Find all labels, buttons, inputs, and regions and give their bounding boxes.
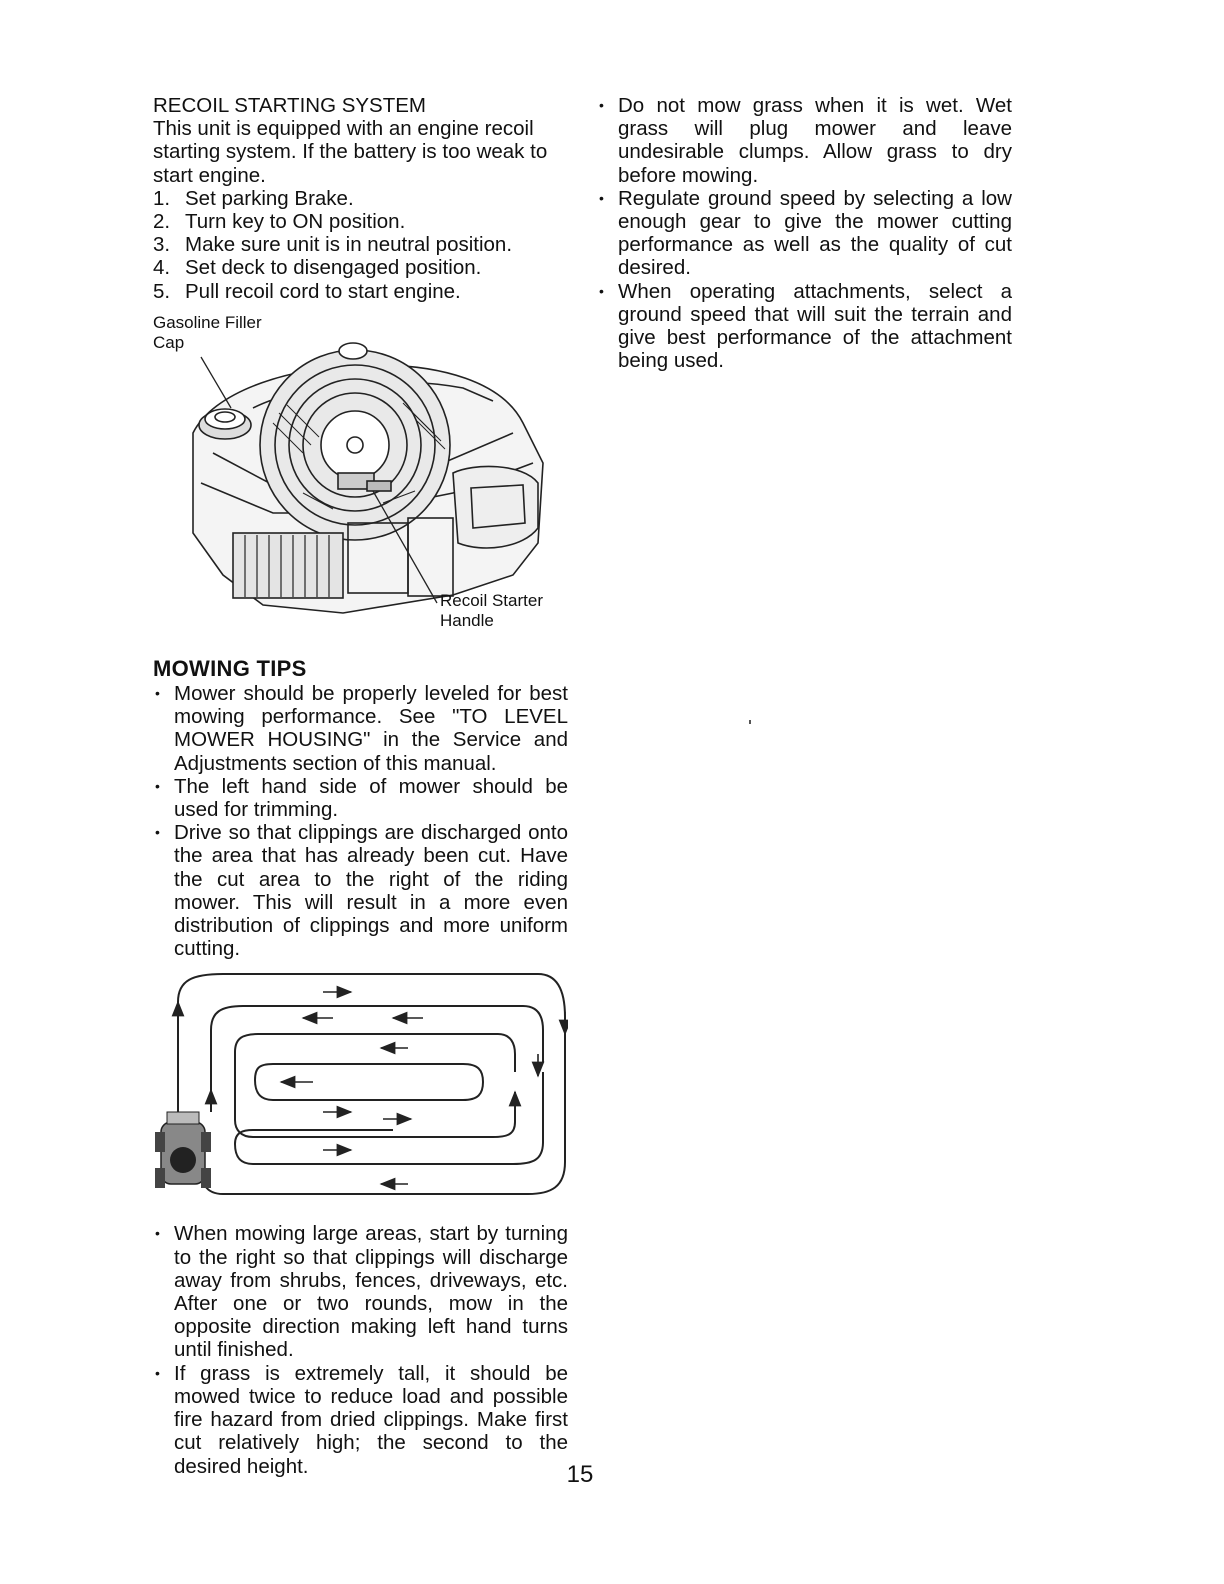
tip-item: • Mower should be properly leveled for best mowing performance. See "TO LEVEL MOWER HOUSING" in the Service and Adjustments section of this manual. (155, 682, 568, 775)
recoil-step: 3. Make sure unit is in neutral position. (153, 233, 513, 257)
mowing-pattern-drawing (153, 972, 568, 1212)
recoil-step: 5. Pull recoil cord to start engine. (153, 279, 461, 303)
mowing-tips-list (153, 682, 568, 960)
tip-item: • When mowing large areas, start by turning to the right so that clippings will discharge away from shrubs, fences, driveways, etc. After one or two rounds, mow in the opposite direction making left hand turns until finished. (155, 1222, 568, 1362)
mowing-tips-list-continued (153, 1222, 568, 1477)
recoil-heading: RECOIL STARTING SYSTEM (153, 94, 426, 117)
page-number: 15 (566, 1461, 594, 1488)
tip-item: • Drive so that clippings are discharged onto the area that has already been cut. Have the cut area to the right of the riding mower. This will result in a more even distribution of clippings and more uniform cutting. (155, 821, 568, 961)
stray-mark (749, 720, 751, 724)
tip-item: • Do not mow grass when it is wet. Wet grass will plug mower and leave undesirable clumps. Allow grass to dry before mowing. (599, 94, 1012, 187)
label-recoil-starter-handle: Recoil Starter Handle (440, 590, 543, 630)
tip-item: • Regulate ground speed by selecting a low enough gear to give the mower cutting performance as well as the quality of cut desired. (599, 186, 1012, 280)
label-gasoline-filler-cap: Gasoline Filler Cap (153, 312, 262, 352)
tip-item: • The left hand side of mower should be used for trimming. (155, 774, 568, 822)
left-column (153, 94, 568, 1478)
tip-item: • If grass is extremely tall, it should be mowed twice to reduce load and possible fire hazard from dried clippings. Make first cut relatively high; the second to the desired height. (155, 1361, 568, 1478)
recoil-steps (153, 187, 568, 303)
engine-illustration (153, 313, 568, 649)
riding-mower-icon (155, 1112, 211, 1188)
tip-item: • When operating attachments, select a ground speed that will suit the terrain and give best performance of the attachment being used. (599, 279, 1012, 373)
recoil-step: 1. Set parking Brake. (153, 186, 354, 210)
right-column (597, 94, 1012, 372)
recoil-step: 2. Turn key to ON position. (153, 210, 406, 234)
mowing-pattern-illustration (153, 972, 568, 1212)
right-tips-list (597, 94, 1012, 372)
mowing-tips-heading: MOWING TIPS (153, 655, 307, 681)
recoil-step: 4. Set deck to disengaged position. (153, 256, 482, 280)
recoil-intro: This unit is equipped with an engine recoil starting system. If the battery is too weak to start engine. (153, 117, 548, 187)
